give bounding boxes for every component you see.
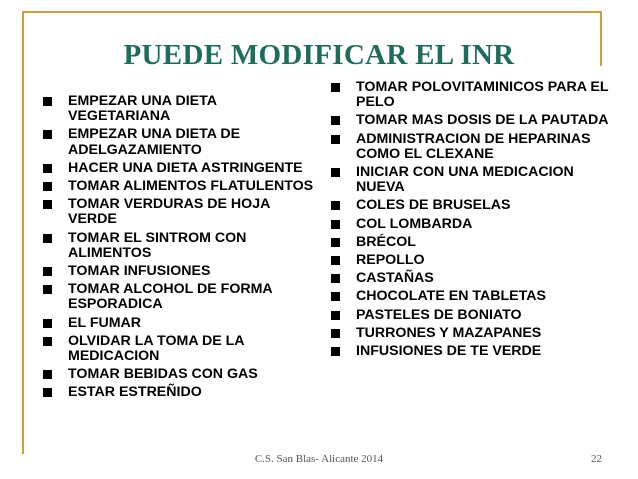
list-item-label: OLVIDAR LA TOMA DE LA MEDICACION	[68, 332, 245, 365]
list-item-label: TOMAR INFUSIONES	[68, 263, 211, 280]
list-item	[43, 282, 315, 312]
square-bullet-icon	[43, 164, 52, 173]
list-item	[331, 271, 611, 286]
list-item	[43, 231, 315, 261]
list-item-label: ESTAR ESTREÑIDO	[68, 384, 202, 401]
list-item-label: CHOCOLATE EN TABLETAS	[356, 288, 546, 305]
square-bullet-icon	[331, 238, 340, 247]
square-bullet-icon	[331, 347, 340, 356]
square-bullet-icon	[331, 274, 340, 283]
list-item-label: EL FUMAR	[68, 314, 142, 331]
list-item-label: TURRONES Y MAZAPANES	[356, 324, 542, 341]
list-item-label: INFUSIONES DE TE VERDE	[356, 343, 542, 360]
square-bullet-icon	[331, 311, 340, 320]
list-item	[331, 289, 611, 304]
list-item	[331, 326, 611, 341]
square-bullet-icon	[43, 285, 52, 294]
square-bullet-icon	[331, 135, 340, 144]
list-item	[331, 198, 611, 213]
square-bullet-icon	[331, 168, 340, 177]
list-item	[43, 316, 315, 331]
list-item	[43, 264, 315, 279]
list-item-label: EMPEZAR UNA DIETA VEGETARIANA	[68, 93, 217, 125]
list-item	[43, 127, 315, 157]
list-item-label: BRÉCOL	[356, 233, 416, 250]
square-bullet-icon	[43, 97, 52, 106]
square-bullet-icon	[43, 267, 52, 276]
list-item-label: TOMAR POLOVITAMINICOS PARA EL PELO	[356, 79, 609, 111]
footer-text: C.S. San Blas- Alicante 2014	[254, 453, 384, 465]
list-item	[43, 179, 315, 194]
list-item-label: TOMAR ALCOHOL DE FORMA ESPORADICA	[68, 281, 273, 313]
list-item-label: PASTELES DE BONIATO	[356, 306, 522, 323]
page-number: 22	[591, 453, 602, 465]
list-item	[331, 217, 611, 232]
square-bullet-icon	[331, 201, 340, 210]
list-item	[43, 334, 315, 364]
square-bullet-icon	[43, 182, 52, 191]
list-item-label: INICIAR CON UNA MEDICACION NUEVA	[356, 164, 574, 196]
list-item	[331, 113, 611, 128]
list-item	[43, 94, 315, 124]
list-item	[331, 253, 611, 268]
list-item-label: TOMAR VERDURAS DE HOJA VERDE	[68, 196, 270, 228]
frame-line-top	[22, 11, 602, 13]
square-bullet-icon	[43, 200, 52, 209]
list-item	[331, 80, 611, 110]
list-item-label: CASTAÑAS	[356, 270, 434, 287]
square-bullet-icon	[331, 83, 340, 92]
left-bullet-list	[43, 94, 315, 404]
square-bullet-icon	[43, 234, 52, 243]
square-bullet-icon	[43, 319, 52, 328]
list-item	[331, 165, 611, 195]
square-bullet-icon	[43, 370, 52, 379]
list-item-label: TOMAR ALIMENTOS FLATULENTOS	[68, 178, 314, 195]
list-item-label: TOMAR BEBIDAS CON GAS	[68, 366, 258, 383]
slide-title: PUEDE MODIFICAR EL INR	[123, 39, 515, 71]
list-item	[43, 385, 315, 400]
list-item-label: HACER UNA DIETA ASTRINGENTE	[68, 159, 303, 176]
list-item-label: EMPEZAR UNA DIETA DE ADELGAZAMIENTO	[68, 126, 241, 158]
square-bullet-icon	[331, 116, 340, 125]
list-item	[331, 308, 611, 323]
list-item	[331, 344, 611, 359]
list-item-label: ADMINISTRACION DE HEPARINAS COMO EL CLEXANE	[356, 130, 591, 162]
square-bullet-icon	[43, 388, 52, 397]
list-item-label: TOMAR MAS DOSIS DE LA PAUTADA	[356, 112, 609, 129]
square-bullet-icon	[331, 329, 340, 338]
list-item	[43, 367, 315, 382]
frame-line-left	[22, 11, 24, 454]
list-item-label: REPOLLO	[356, 252, 425, 269]
list-item	[331, 235, 611, 250]
list-item-label: TOMAR EL SINTROM CON ALIMENTOS	[68, 229, 247, 261]
list-item	[43, 161, 315, 176]
list-item	[43, 197, 315, 227]
list-item-label: COLES DE BRUSELAS	[356, 197, 511, 214]
list-item-label: COL LOMBARDA	[356, 215, 473, 232]
right-bullet-list	[331, 80, 611, 362]
square-bullet-icon	[43, 130, 52, 139]
square-bullet-icon	[331, 292, 340, 301]
list-item	[331, 132, 611, 162]
square-bullet-icon	[43, 337, 52, 346]
square-bullet-icon	[331, 220, 340, 229]
square-bullet-icon	[331, 256, 340, 265]
